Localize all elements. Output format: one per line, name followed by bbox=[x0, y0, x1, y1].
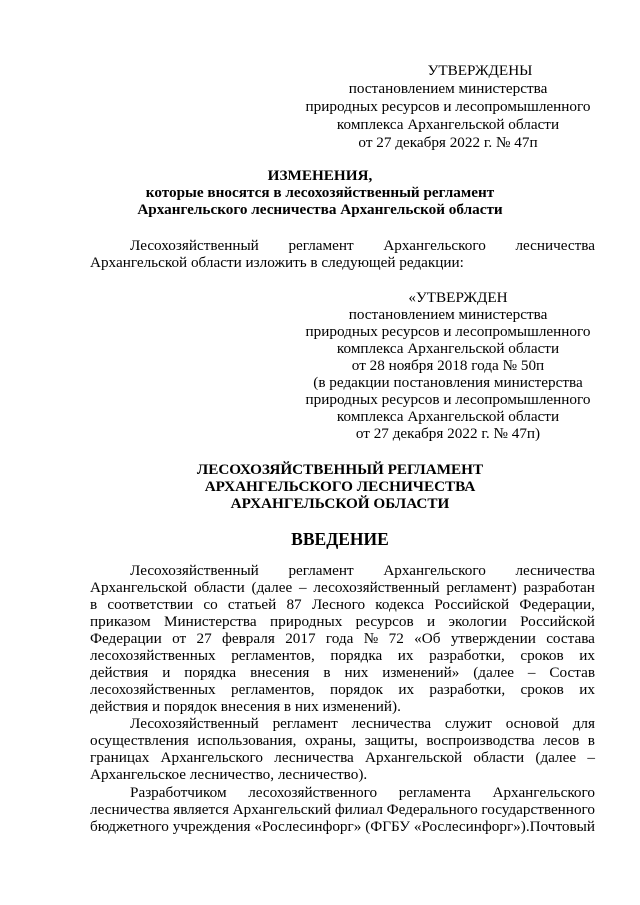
approved-line: «УТВЕРЖДЕН bbox=[408, 289, 508, 306]
body-line: лесничества является Архангельский филиал Федерального государственного bbox=[90, 801, 595, 818]
approved-line: комплекса Архангельской области bbox=[336, 408, 560, 425]
body-line: лесохозяйственных регламентов, порядок их разработки, сроков их bbox=[90, 681, 595, 698]
intro-line: Лесохозяйственный регламент Архангельского лесничества bbox=[130, 237, 595, 254]
approval-line: постановлением министерства bbox=[348, 80, 548, 97]
body-line: Лесохозяйственный регламент лесничества служит основой для bbox=[130, 715, 595, 732]
body-line: Лесохозяйственный регламент Архангельского лесничества bbox=[130, 562, 595, 579]
regulation-title-line: АРХАНГЕЛЬСКОГО ЛЕСНИЧЕСТВА bbox=[204, 478, 476, 495]
body-line: Архангельское лесничество, лесничество). bbox=[90, 766, 368, 783]
body-line: действия и порядка внесения в них изменений» (далее – Состав bbox=[90, 664, 595, 681]
approved-line: от 28 ноября 2018 года № 50п bbox=[351, 357, 545, 374]
body-line: действия и порядок внесения в них изменений). bbox=[90, 698, 401, 715]
body-line: бюджетного учреждения «Рослесинфорг» (ФГБУ «Рослесинфорг»).Почтовый bbox=[90, 818, 595, 835]
approval-line: природных ресурсов и лесопромышленного bbox=[305, 98, 591, 115]
approval-line: комплекса Архангельской области bbox=[336, 116, 560, 133]
changes-subtitle: Архангельского лесничества Архангельской области bbox=[137, 201, 503, 218]
approved-line: от 27 декабря 2022 г. № 47п) bbox=[355, 425, 541, 442]
approval-title: УТВЕРЖДЕНЫ bbox=[427, 62, 533, 79]
body-line: лесохозяйственных регламентов, порядка их разработки, сроков их bbox=[90, 647, 595, 664]
changes-title: ИЗМЕНЕНИЯ, bbox=[267, 167, 373, 184]
approved-line: постановлением министерства bbox=[348, 306, 548, 323]
section-heading: ВВЕДЕНИЕ bbox=[291, 529, 389, 549]
changes-subtitle: которые вносятся в лесохозяйственный регламент bbox=[145, 184, 495, 201]
body-line: Архангельской области (далее – лесохозяйственный регламент) разработан bbox=[90, 579, 595, 596]
approved-line: природных ресурсов и лесопромышленного bbox=[305, 323, 591, 340]
body-line: осуществления использования, охраны, защиты, воспроизводства лесов в bbox=[90, 732, 595, 749]
regulation-title-line: ЛЕСОХОЗЯЙСТВЕННЫЙ РЕГЛАМЕНТ bbox=[196, 461, 484, 478]
approved-line: природных ресурсов и лесопромышленного bbox=[305, 391, 591, 408]
intro-line: Архангельской области изложить в следующей редакции: bbox=[90, 254, 464, 271]
approved-line: (в редакции постановления министерства bbox=[313, 374, 583, 391]
body-line: границах Архангельского лесничества Архангельской области (далее – bbox=[90, 749, 595, 766]
approval-line: от 27 декабря 2022 г. № 47п bbox=[358, 134, 538, 151]
body-line: в соответствии со статьей 87 Лесного кодекса Российской Федерации, bbox=[90, 596, 595, 613]
regulation-title-line: АРХАНГЕЛЬСКОЙ ОБЛАСТИ bbox=[230, 495, 450, 512]
body-line: приказом Министерства природных ресурсов и экологии Российской bbox=[90, 613, 595, 630]
body-line: Разработчиком лесохозяйственного регламента Архангельского bbox=[130, 784, 595, 801]
approved-line: комплекса Архангельской области bbox=[336, 340, 560, 357]
body-line: Федерации от 27 февраля 2017 года № 72 «Об утверждении состава bbox=[90, 630, 595, 647]
